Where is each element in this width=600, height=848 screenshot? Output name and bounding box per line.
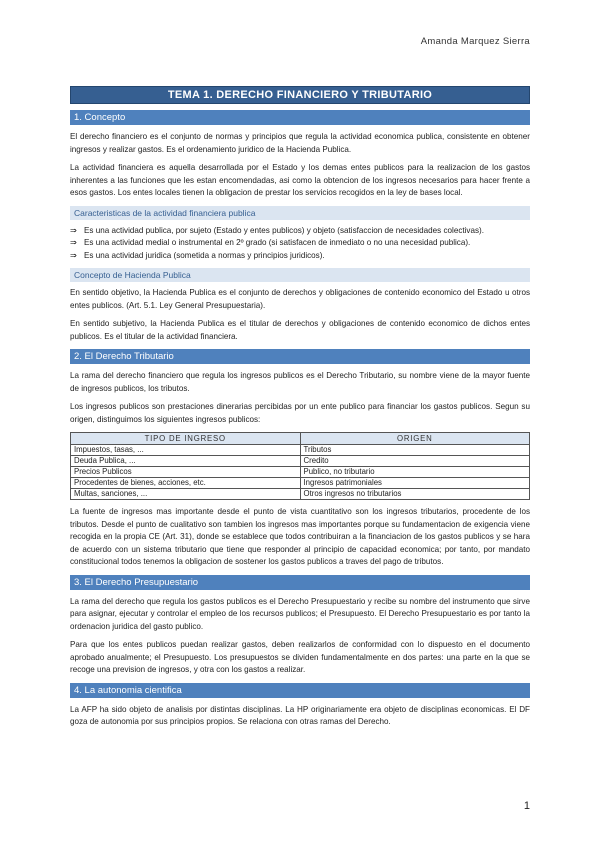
table-cell: Credito: [300, 456, 530, 467]
table-row: [71, 467, 530, 478]
subheading-caracteristicas: Caracteristicas de la actividad financiera publica: [70, 206, 530, 220]
document-body: [70, 86, 530, 735]
paragraph: La actividad financiera es aquella desarrollada por el Estado y los demas entes publicos para la realizacion de los gastos inherentes a las funciones que les estan encomendadas, asi como la obtencion de los ingresos necesarios para hacer frente a esos gastos. Los entes locales tienen la obligacion de prestar los servicios recogidos en la ley de bases local.: [70, 163, 530, 197]
table-cell: Precios Publicos: [71, 467, 301, 478]
table-cell: Deuda Publica, ...: [71, 456, 301, 467]
table-cell: Impuestos, tasas, ...: [71, 445, 301, 456]
table-row: [71, 445, 530, 456]
section-heading-concepto: 1. Concepto: [70, 110, 530, 125]
arrow-right-icon: ⇒: [70, 250, 77, 260]
paragraph: El derecho financiero es el conjunto de normas y principios que regula la actividad economica publica, consistente en obtener ingresos y realizar gastos. Es el ordenamiento juridico de la Hacienda Publica.: [70, 132, 530, 154]
document-title: TEMA 1. DERECHO FINANCIERO Y TRIBUTARIO: [70, 86, 530, 104]
paragraph: Los ingresos publicos son prestaciones dinerarias percibidas por un ente publico para financiar los gastos publicos. Segun su origen, distinguimos los siguientes ingresos publicos:: [70, 402, 530, 424]
section-heading-presupuestario: 3. El Derecho Presupuestario: [70, 575, 530, 590]
arrow-right-icon: ⇒: [70, 238, 77, 247]
section-heading-autonomia: 4. La autonomia cientifica: [70, 683, 530, 698]
paragraph: La fuente de ingresos mas importante desde el punto de vista cuantitativo son los ingresos tributarios, procedente de los tributos. Desde el punto de cualitativo son tambien los ingresos mas importantes porque su fundamentacion de exigencia viene recogida en la propia CE (Art. 31), donde se establece que todos contribuiran a la financiacion de los gastos publicos y se hara de acuerdo con un sistema tributario que tiene que responder al principio de capacidad economica; por tanto, por mandato constitucional todos tenemos la obligacion de sostener los gastos publicos a traves del pago de tributos.: [70, 507, 530, 566]
income-types-table: [70, 432, 530, 500]
table-row: [71, 489, 530, 500]
table-header: TIPO DE INGRESO: [71, 433, 301, 445]
paragraph: La AFP ha sido objeto de analisis por distintas disciplinas. La HP originariamente era objeto de disciplinas economicas. El DF goza de autonomia por sus principios propios. Se relaciona con otras ramas del Derecho.: [70, 704, 530, 726]
subheading-hacienda: Concepto de Hacienda Publica: [70, 268, 530, 282]
list-item: ⇒ Es una actividad medial o instrumental en 2º grado (si satisfacen de inmediato o no una necesidad publica).: [70, 237, 530, 250]
list-item: ⇒ Es una actividad juridica (sometida a normas y principios juridicos).: [70, 250, 530, 263]
table-cell: Ingresos patrimoniales: [300, 478, 530, 489]
paragraph: La rama del derecho que regula los gastos publicos es el Derecho Presupuestario y recibe su nombre del instrumento que sirve para asignar, ejecutar y controlar el empleo de los recursos publicos; el Presupuesto. El Derecho Presupuestario es por tanto la ordenacion juridica del gasto publico.: [70, 596, 530, 631]
table-cell: Tributos: [300, 445, 530, 456]
page-number: 1: [523, 800, 530, 812]
paragraph: En sentido objetivo, la Hacienda Publica es el conjunto de derechos y obligaciones de contenido economico del Estado u otros entes publicos. (Art. 5.1. Ley General Presupuestaria).: [70, 288, 530, 310]
paragraph: La rama del derecho financiero que regula los ingresos publicos es el Derecho Tributario, su nombre viene de la mayor fuente de ingresos publicos, los tributos.: [70, 371, 530, 393]
author-name: Amanda Marquez Sierra: [420, 36, 530, 47]
table-cell: Multas, sanciones, ...: [71, 489, 301, 500]
table-cell: Procedentes de bienes, acciones, etc.: [71, 478, 301, 489]
paragraph: En sentido subjetivo, la Hacienda Publica es el titular de derechos y obligaciones de contenido economico de dichos entes publicos. Es el titular de la actividad financiera.: [70, 319, 530, 341]
table-row: [71, 456, 530, 467]
arrow-right-icon: ⇒: [70, 225, 77, 235]
list-item: ⇒ Es una actividad publica, por sujeto (Estado y entes publicos) y objeto (satisfaccion de necesidades colectivas).: [70, 225, 530, 238]
characteristics-list: [70, 225, 530, 263]
table-row: [71, 478, 530, 489]
table-cell: Otros ingresos no tributarios: [300, 489, 530, 500]
section-heading-tributario: 2. El Derecho Tributario: [70, 349, 530, 364]
paragraph: Para que los entes publicos puedan realizar gastos, deben realizarlos de conformidad con lo dispuesto en el documento aprobado anualmente; el Presupuesto. Los presupuestos se dividen fundamentalmente en dos partes: una parte en la que se recoge una prevision de ingresos, y otra con los gastos a realizar.: [70, 640, 530, 674]
table-header: ORIGEN: [300, 433, 530, 445]
table-cell: Publico, no tributario: [300, 467, 530, 478]
